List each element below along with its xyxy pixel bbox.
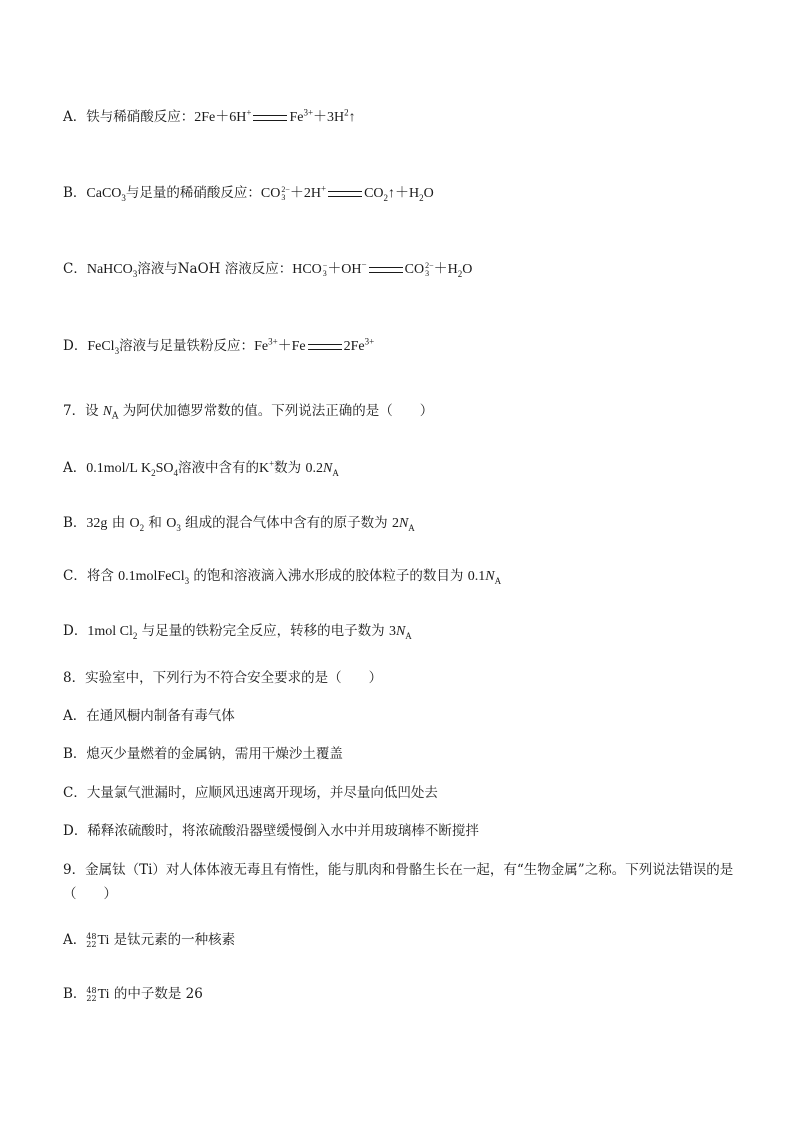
q7-stem: 7．设 $N_A$ 为阿伏加德罗常数的值。下列说法正确的是（ ）: [63, 403, 434, 422]
q6-option-a-equation: 2Fe＋6H+ $Fe^{3+}+3H^2↑$: [194, 107, 356, 125]
q8-option-c: C．大量氯气泄漏时，应顺风迅速离开现场，并尽量向低凹处去: [63, 785, 438, 801]
q6-option-b-equation: CO 2− 3 ＋2H+ $CO_2↑+H_2O$: [260, 183, 434, 203]
q6-option-a-text: A．铁与稀硝酸反应：: [63, 109, 195, 125]
q6-option-d: D．FeCl$_3$溶液与足量铁粉反应：$Fe^{3+}+Fe$ $2Fe^{3+}$: [63, 336, 375, 356]
q6-option-d-text: D．: [63, 338, 88, 354]
q6-option-b: B．CaCO$_3$与足量的稀硝酸反应：CO 2− 3 ＋2H+ $CO_2↑+H_2O$: [63, 183, 434, 203]
q9-option-b: B． 48 22 Ti 的中子数是 26: [63, 985, 203, 1003]
q9-stem: 9．金属钛（Ti）对人体体液无毒且有惰性，能与肌肉和骨骼生长在一起，有“生物金属”之称。下列说法错误的是（ ）: [63, 862, 734, 902]
q8-option-b: B．熄灭少量燃着的金属钠，需用干燥沙土覆盖: [63, 746, 343, 762]
q6-option-c: C．NaHCO$_3$溶液与NaOH 溶液反应：HCO − 3 ＋OH− CO 2− 3 $+H_2O$: [63, 259, 473, 279]
q6-option-a: [63, 107, 356, 128]
q6-option-c-text: C．: [63, 261, 87, 277]
q6-option-b-text: B．: [63, 185, 87, 201]
q7-option-a: A．0.1mol/L $K_2SO_4$溶液中含有的K+数为 $0.2N_A$: [63, 458, 339, 478]
q6-option-c-equation: HCO − 3 ＋OH− CO 2− 3 $+H_2O$: [292, 259, 473, 279]
q7-option-c: C．将含 0.1molFeCl$_3$ 的饱和溶液滴入沸水形成的胶体粒子的数目为 $0.1N_A$: [63, 568, 502, 586]
q9-option-a: A． 48 22 Ti 是钛元素的一种核素: [63, 931, 236, 949]
q6-option-d-equation: $Fe^{3+}+Fe$ $2Fe^{3+}$: [254, 336, 375, 354]
q7-option-d: D．1mol $Cl_2$ 与足量的铁粉完全反应，转移的电子数为 $3N_A$: [63, 623, 412, 641]
q8-stem: 8．实验室中，下列行为不符合安全要求的是（ ）: [63, 670, 383, 686]
q7-option-b: B．32g 由 $O_2$ 和 $O_3$ 组成的混合气体中含有的原子数为 $2N_A$: [63, 515, 415, 533]
q8-option-d: D．稀释浓硫酸时，将浓硫酸沿器壁缓慢倒入水中并用玻璃棒不断搅拌: [63, 823, 479, 839]
q8-option-a: A．在通风橱内制备有毒气体: [63, 708, 235, 724]
